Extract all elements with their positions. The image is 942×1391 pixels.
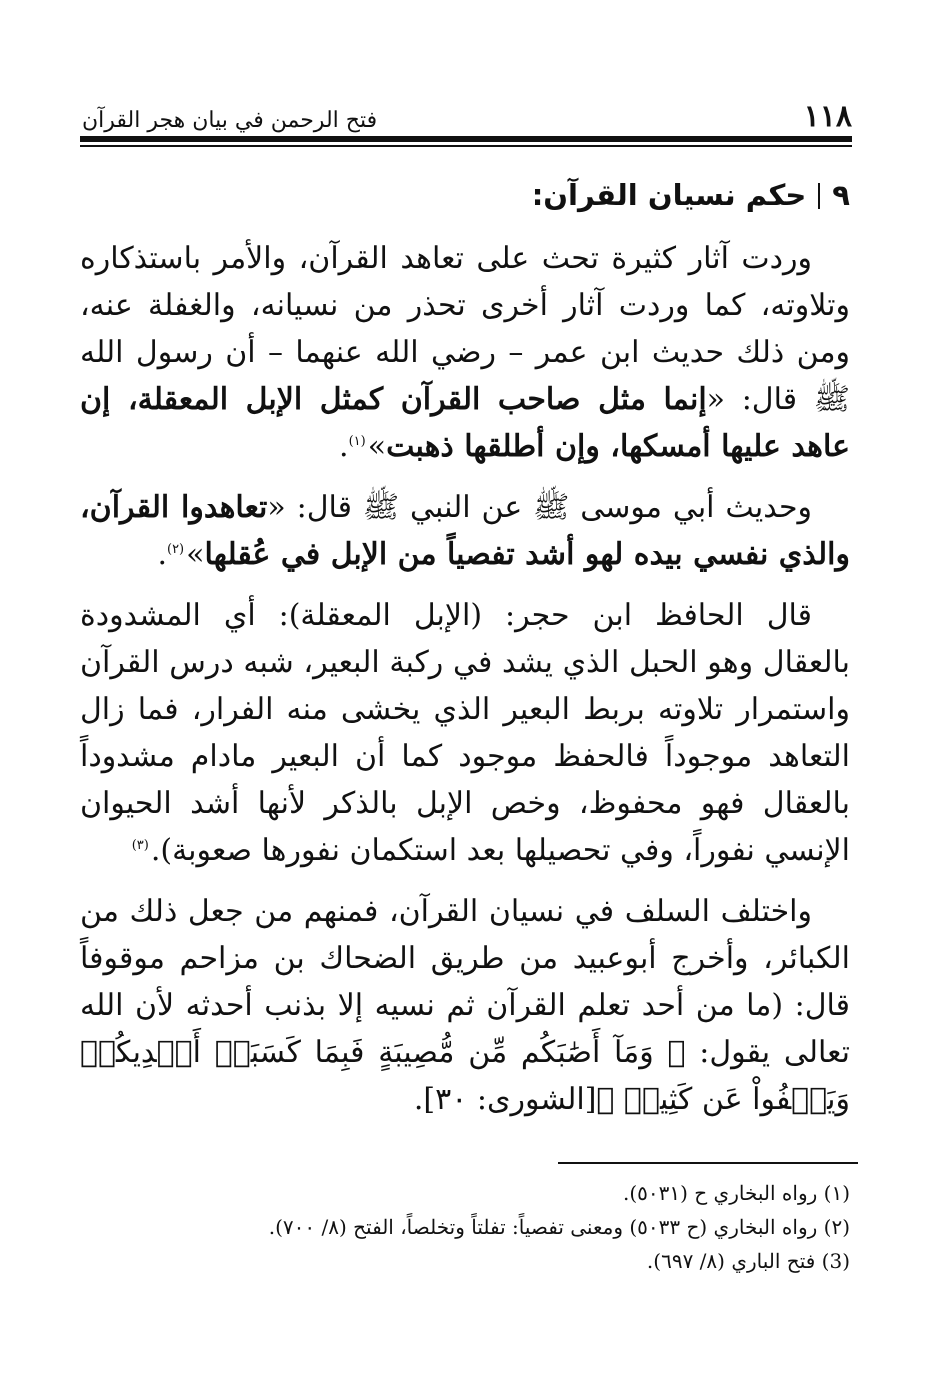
paragraph-3-text: قال الحافظ ابن حجر: (الإبل المعقلة): أي المشدودة بالعقال وهو الحبل الذي يشد في ركبة البعير، شبه درس القرآن واستمرار تلاوته بربط البعير الذي يخشى منه الفرار، فما زال التعاهد موجوداً فالحفظ موجود كما أن البعير مادام مشدوداً بالعقال فهو محفوظ، وخص الإبل بالذكر لأنها أشد الحيوان الإنسي نفوراً، وفي تحصيلها بعد استكمان نفورها صعوبة). — [80, 598, 850, 868]
paragraph-3 — [80, 592, 850, 874]
paragraph-4-text: واختلف السلف في نسيان القرآن، فمنهم من جعل ذلك من الكبائر، وأخرج أبوعبيد من طريق الضحاك بن مزاحم موقوفاً قال: (ما من أحد تعلم القرآن ثم نسيه إلا بذنب أحدثه لأن الله تعالى يقول: ﴿ وَمَآ أَصَٰبَكُم مِّن مُّصِيبَةٍ فَبِمَا كَسَبَتۡ أَيۡدِيكُمۡ وَيَعۡفُواْ عَن كَثِيرٖ ﴾[الشورى: ٣٠]. — [80, 894, 850, 1117]
paragraph-2-quote-close: » — [186, 537, 205, 572]
section-marker — [818, 183, 820, 209]
paragraph-1-intro: وردت آثار كثيرة تحث على تعاهد القرآن، والأمر باستذكاره وتلاوته، كما وردت آثار أخرى تحذر من نسيانه، والغفلة عنه، ومن ذلك حديث ابن عمر – رضي الله عنهما – أن رسول الله ﷺ قال: « — [80, 241, 851, 417]
footnote-marker-2: (٢) — [166, 542, 185, 557]
section-title: حكم نسيان القرآن: — [531, 178, 807, 212]
footnote-separator — [558, 1162, 858, 1164]
main-content — [80, 172, 850, 1137]
section-heading — [80, 172, 850, 219]
footnote-marker-3: (٣) — [131, 838, 149, 853]
hadith-text-2: تعاهدوا القرآن، والذي نفسي بيده لهو أشد تفصياً من الإبل في عُقلها — [80, 490, 850, 572]
paragraph-4 — [80, 888, 850, 1123]
page-number: ١١٨ — [803, 99, 852, 134]
paragraph-2-intro: وحديث أبي موسى ﷺ عن النبي ﷺ قال: « — [267, 490, 812, 525]
footnote-2: (٢) رواه البخاري (ح ٥٠٣٣) ومعنى تفصياً: تفلتاً وتخلصاً، الفتح (٨/ ٧٠٠). — [268, 1215, 850, 1239]
footnote-marker-1: (١) — [348, 434, 366, 449]
header-rule-thin — [80, 145, 852, 147]
header-rule-thick — [80, 136, 852, 142]
footnote-3: (3) فتح الباري (٨/ ٦٩٧). — [646, 1249, 850, 1273]
page-header — [80, 88, 852, 132]
running-title: فتح الرحمن في بيان هجر القرآن — [82, 108, 378, 133]
paragraph-2-end: . — [157, 537, 167, 572]
footnote-1: (١) رواه البخاري ح (٥٠٣١). — [622, 1181, 850, 1205]
paragraph-1 — [80, 235, 850, 470]
paragraph-1-quote-close: » — [367, 429, 387, 464]
hadith-text-1: إنما مثل صاحب القرآن كمثل الإبل المعقلة، إن عاهد عليها أمسكها، وإن أطلقها ذهبت — [80, 382, 850, 464]
footnotes — [80, 1176, 850, 1278]
paragraph-1-end: . — [339, 429, 349, 464]
section-number: ٩ — [832, 178, 850, 212]
paragraph-2 — [80, 484, 850, 578]
